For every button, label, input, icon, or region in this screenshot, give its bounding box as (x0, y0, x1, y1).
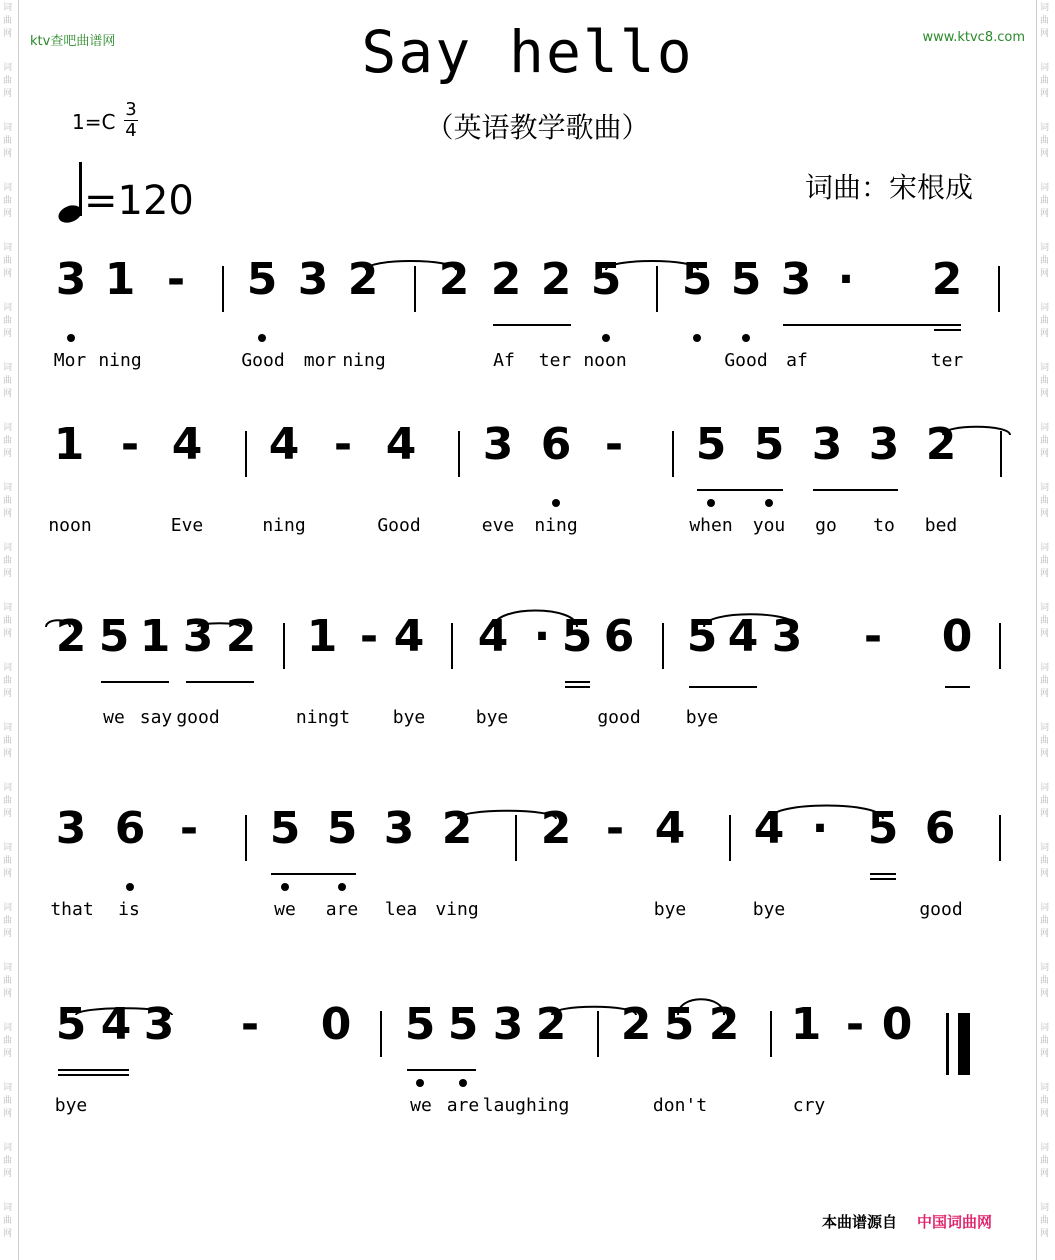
watermark-char: 曲 (1040, 1096, 1050, 1106)
jianpu-note: 5 (326, 803, 358, 854)
watermark-char: 网 (1040, 449, 1050, 459)
watermark-char: 词 (1040, 183, 1050, 193)
watermark-char: 曲 (3, 496, 13, 506)
watermark-char: 网 (1040, 1109, 1050, 1119)
watermark-char: 词 (3, 183, 13, 193)
jianpu-note: 0 (941, 611, 973, 662)
jianpu-note: 3 (482, 419, 514, 470)
jianpu-note: - (120, 419, 140, 470)
watermark-char: 网 (3, 809, 13, 819)
jianpu-note: 5 (590, 254, 622, 305)
watermark-char: 曲 (1040, 316, 1050, 326)
watermark-char: 词 (1040, 243, 1050, 253)
jianpu-note: - (605, 803, 625, 854)
jianpu-note: 2 (490, 254, 522, 305)
watermark-char: 网 (1040, 209, 1050, 219)
jianpu-note: 4 (100, 999, 132, 1050)
watermark-char: 曲 (3, 976, 13, 986)
jianpu-note: 5 (695, 419, 727, 470)
watermark-char: 词 (3, 303, 13, 313)
jianpu-note: 2 (535, 999, 567, 1050)
lyric-syllable: ning (262, 515, 306, 536)
watermark-char: 曲 (3, 676, 13, 686)
jianpu-note: - (604, 419, 624, 470)
watermark-char: 曲 (3, 1036, 13, 1046)
jianpu-note: 3 (297, 254, 329, 305)
watermark-char: 词 (3, 483, 13, 493)
lyric-syllable: good (176, 707, 220, 728)
lyric-syllable: ning (98, 350, 142, 371)
watermark-char: 曲 (1040, 1156, 1050, 1166)
time-numerator: 3 (125, 99, 137, 120)
jianpu-note: - (166, 254, 186, 305)
source-site-link[interactable]: 中国词曲网 (917, 1213, 993, 1231)
watermark-char: 网 (1040, 989, 1050, 999)
watermark-char: 曲 (3, 316, 13, 326)
watermark-char: 网 (1040, 1229, 1050, 1239)
tie-slur (76, 1008, 172, 1015)
watermark-char: 词 (3, 243, 13, 253)
watermark-char: 曲 (1040, 916, 1050, 926)
lyric-syllable: lea (384, 899, 418, 920)
watermark-char: 曲 (1040, 1036, 1050, 1046)
jianpu-note: 4 (477, 611, 509, 662)
watermark-char: 词 (3, 963, 13, 973)
jianpu-note: - (179, 803, 199, 854)
watermark-char: 词 (1040, 843, 1050, 853)
jianpu-note: 4 (268, 419, 300, 470)
jianpu-note: 6 (924, 803, 956, 854)
jianpu-note: 3 (811, 419, 843, 470)
jianpu-note: 5 (404, 999, 436, 1050)
lyric-syllable: say (139, 707, 173, 728)
watermark-char: 网 (3, 149, 13, 159)
watermark-char: 曲 (1040, 976, 1050, 986)
jianpu-note: 2 (347, 254, 379, 305)
watermark-char: 网 (1040, 269, 1050, 279)
watermark-char: 曲 (3, 376, 13, 386)
watermark-char: 词 (1040, 123, 1050, 133)
watermark-char: 曲 (3, 796, 13, 806)
lyric-syllable: Good (724, 350, 768, 371)
lyric-syllable: ningt (295, 707, 351, 728)
watermark-char: 词 (3, 123, 13, 133)
lyric-syllable: ter (538, 350, 572, 371)
lyric-syllable: don't (652, 1095, 708, 1116)
watermark-char: 词 (1040, 303, 1050, 313)
jianpu-note: 5 (686, 611, 718, 662)
watermark-char: 词 (1040, 363, 1050, 373)
watermark-char: 词 (3, 1023, 13, 1033)
watermark-char: 曲 (1040, 436, 1050, 446)
jianpu-note: - (863, 611, 883, 662)
watermark-char: 网 (3, 209, 13, 219)
watermark-char: 词 (1040, 903, 1050, 913)
watermark-char: 词 (1040, 1083, 1050, 1093)
jianpu-note: 2 (931, 254, 963, 305)
watermark-char: 网 (3, 629, 13, 639)
watermark-char: 词 (1040, 63, 1050, 73)
lyric-syllable: are (325, 899, 359, 920)
watermark-char: 网 (1040, 149, 1050, 159)
watermark-char: 词 (3, 1083, 13, 1093)
watermark-char: 网 (1040, 1169, 1050, 1179)
watermark-char: 网 (1040, 389, 1050, 399)
watermark-char: 曲 (3, 136, 13, 146)
jianpu-note: 0 (881, 999, 913, 1050)
watermark-char: 曲 (3, 616, 13, 626)
watermark-char: 网 (3, 1049, 13, 1059)
jianpu-note: · (533, 611, 551, 662)
watermark-char: 词 (3, 423, 13, 433)
jianpu-note: 3 (55, 803, 87, 854)
jianpu-note: 2 (225, 611, 257, 662)
jianpu-note: 2 (620, 999, 652, 1050)
watermark-char: 词 (1040, 603, 1050, 613)
watermark-char: 网 (3, 749, 13, 759)
watermark-char: 词 (3, 1203, 13, 1213)
jianpu-note: 3 (182, 611, 214, 662)
watermark-char: 词 (1040, 1143, 1050, 1153)
watermark-char: 曲 (1040, 736, 1050, 746)
watermark-char: 网 (1040, 689, 1050, 699)
watermark-char: 网 (3, 1169, 13, 1179)
lyric-syllable: ving (435, 899, 479, 920)
watermark-char: 网 (1040, 509, 1050, 519)
watermark-char: 词 (1040, 663, 1050, 673)
watermark-char: 网 (3, 389, 13, 399)
jianpu-note: 5 (730, 254, 762, 305)
lyric-syllable: Mor (53, 350, 87, 371)
jianpu-note: 0 (320, 999, 352, 1050)
jianpu-note: 3 (868, 419, 900, 470)
jianpu-note: 4 (727, 611, 759, 662)
lyric-syllable: bye (685, 707, 719, 728)
jianpu-note: - (333, 419, 353, 470)
jianpu-note: 5 (663, 999, 695, 1050)
watermark-char: 曲 (1040, 496, 1050, 506)
watermark-char: 网 (3, 269, 13, 279)
jianpu-note: 5 (753, 419, 785, 470)
watermark-char: 词 (1040, 543, 1050, 553)
watermark-char: 词 (1040, 963, 1050, 973)
jianpu-note: 3 (780, 254, 812, 305)
jianpu-note: 5 (561, 611, 593, 662)
lyric-syllable: ter (930, 350, 964, 371)
watermark-char: 词 (3, 3, 13, 13)
watermark-char: 曲 (1040, 76, 1050, 86)
key-signature: 1=C (72, 110, 116, 134)
lyric-syllable: bed (924, 515, 958, 536)
watermark-char: 网 (1040, 929, 1050, 939)
jianpu-note: 3 (383, 803, 415, 854)
lyric-syllable: laughing (482, 1095, 570, 1116)
watermark-char: 网 (3, 929, 13, 939)
jianpu-note: 5 (447, 999, 479, 1050)
watermark-char: 词 (3, 723, 13, 733)
jianpu-note: 5 (867, 803, 899, 854)
lyric-syllable: we (410, 1095, 432, 1116)
lyric-syllable: Af (493, 350, 515, 371)
watermark-char: 网 (3, 449, 13, 459)
watermark-char: 曲 (1040, 376, 1050, 386)
jianpu-note: 4 (654, 803, 686, 854)
lyric-syllable: good (919, 899, 963, 920)
watermark-char: 词 (3, 843, 13, 853)
watermark-char: 网 (1040, 749, 1050, 759)
lyric-syllable: bye (752, 899, 786, 920)
watermark-char: 词 (1040, 1023, 1050, 1033)
jianpu-note: 6 (603, 611, 635, 662)
site-name-left: ktv查吧曲谱网 (30, 34, 116, 49)
jianpu-note: 6 (114, 803, 146, 854)
watermark-char: 曲 (3, 1216, 13, 1226)
lyric-syllable: noon (48, 515, 92, 536)
watermark-char: 曲 (3, 856, 13, 866)
lyric-syllable: ning (534, 515, 578, 536)
jianpu-note: 2 (55, 611, 87, 662)
watermark-char: 曲 (1040, 196, 1050, 206)
lyric-syllable: eve (481, 515, 515, 536)
watermark-char: 网 (3, 1229, 13, 1239)
watermark-char: 网 (1040, 569, 1050, 579)
watermark-char: 词 (3, 603, 13, 613)
jianpu-note: 1 (53, 419, 85, 470)
jianpu-note: 3 (143, 999, 175, 1050)
song-title: Say hello (361, 18, 694, 86)
lyric-syllable: go (815, 515, 837, 536)
tempo-value: =120 (84, 178, 194, 224)
watermark-char: 词 (3, 63, 13, 73)
watermark-char: 网 (3, 569, 13, 579)
final-barline-thick (958, 1013, 970, 1075)
jianpu-note: 5 (55, 999, 87, 1050)
jianpu-note: · (837, 254, 855, 305)
watermark-char: 词 (1040, 423, 1050, 433)
watermark-char: 曲 (1040, 136, 1050, 146)
watermark-char: 曲 (3, 76, 13, 86)
lyric-syllable: noon (583, 350, 627, 371)
jianpu-note: - (845, 999, 865, 1050)
jianpu-note: 3 (55, 254, 87, 305)
lyric-syllable: bye (392, 707, 426, 728)
jianpu-note: 6 (540, 419, 572, 470)
lyric-syllable: af (786, 350, 808, 371)
lyric-syllable: bye (54, 1095, 88, 1116)
watermark-char: 曲 (3, 916, 13, 926)
jianpu-note: 4 (753, 803, 785, 854)
watermark-char: 曲 (3, 196, 13, 206)
jianpu-note: · (811, 803, 829, 854)
watermark-char: 词 (1040, 483, 1050, 493)
final-barline-thin (946, 1013, 949, 1075)
watermark-char: 曲 (1040, 616, 1050, 626)
jianpu-note: 5 (269, 803, 301, 854)
watermark-char: 曲 (1040, 856, 1050, 866)
watermark-char: 曲 (3, 1096, 13, 1106)
watermark-char: 曲 (1040, 556, 1050, 566)
jianpu-note: 2 (441, 803, 473, 854)
lyric-syllable: when (689, 515, 733, 536)
jianpu-note: 3 (492, 999, 524, 1050)
watermark-char: 网 (1040, 809, 1050, 819)
lyric-syllable: is (118, 899, 140, 920)
source-label: 本曲谱源自 (822, 1213, 898, 1231)
watermark-char: 词 (1040, 3, 1050, 13)
jianpu-note: 1 (104, 254, 136, 305)
tie-slur (552, 1007, 636, 1015)
watermark-char: 词 (1040, 1203, 1050, 1213)
jianpu-note: 2 (925, 419, 957, 470)
watermark-char: 网 (1040, 1049, 1050, 1059)
lyric-syllable: cry (792, 1095, 826, 1116)
time-denominator: 4 (125, 120, 137, 141)
watermark-char: 网 (1040, 629, 1050, 639)
lyric-syllable: ning (342, 350, 386, 371)
watermark-char: 曲 (3, 736, 13, 746)
jianpu-note: 2 (708, 999, 740, 1050)
watermark-char: 网 (1040, 329, 1050, 339)
jianpu-note: 2 (438, 254, 470, 305)
lyric-syllable: Good (377, 515, 421, 536)
lyric-syllable: you (752, 515, 786, 536)
jianpu-note: 2 (540, 803, 572, 854)
watermark-char: 曲 (3, 256, 13, 266)
jianpu-note: - (359, 611, 379, 662)
watermark-char: 网 (3, 329, 13, 339)
watermark-char: 曲 (1040, 256, 1050, 266)
watermark-char: 词 (3, 663, 13, 673)
lyric-syllable: we (103, 707, 125, 728)
lyric-syllable: Good (241, 350, 285, 371)
watermark-char: 网 (3, 29, 13, 39)
jianpu-note: 5 (681, 254, 713, 305)
lyric-syllable: we (274, 899, 296, 920)
jianpu-note: 2 (540, 254, 572, 305)
jianpu-note: 3 (771, 611, 803, 662)
watermark-char: 网 (3, 869, 13, 879)
watermark-char: 网 (3, 509, 13, 519)
site-url-right: www.ktvc8.com (922, 30, 1025, 45)
jianpu-note: - (240, 999, 260, 1050)
watermark-char: 词 (3, 1143, 13, 1153)
watermark-char: 曲 (3, 1156, 13, 1166)
jianpu-note: 4 (171, 419, 203, 470)
watermark-char: 词 (3, 543, 13, 553)
lyricist-composer: 词曲：宋根成 (805, 171, 974, 204)
source-footer (822, 1211, 992, 1232)
watermark-char: 曲 (3, 16, 13, 26)
jianpu-note: 5 (98, 611, 130, 662)
watermark-char: 网 (3, 1109, 13, 1119)
watermark-char: 曲 (3, 436, 13, 446)
tie-slur (678, 999, 724, 1015)
watermark-char: 网 (3, 989, 13, 999)
watermark-char: 曲 (1040, 796, 1050, 806)
watermark-char: 网 (1040, 29, 1050, 39)
watermark-char: 词 (3, 903, 13, 913)
watermark-char: 网 (3, 89, 13, 99)
watermark-char: 曲 (1040, 1216, 1050, 1226)
lyric-syllable: Eve (170, 515, 204, 536)
watermark-char: 词 (1040, 723, 1050, 733)
lyric-syllable: bye (653, 899, 687, 920)
watermark-char: 词 (1040, 783, 1050, 793)
watermark-char: 网 (1040, 869, 1050, 879)
jianpu-note: 1 (139, 611, 171, 662)
lyric-syllable: mor (303, 350, 337, 371)
lyric-syllable: to (873, 515, 895, 536)
song-subtitle: （英语教学歌曲） (425, 111, 650, 144)
lyric-syllable: bye (475, 707, 509, 728)
jianpu-note: 5 (246, 254, 278, 305)
lyric-syllable: that (50, 899, 94, 920)
watermark-char: 曲 (1040, 16, 1050, 26)
jianpu-note: 4 (393, 611, 425, 662)
lyric-syllable: are (446, 1095, 480, 1116)
watermark-char: 网 (3, 689, 13, 699)
jianpu-note: 1 (306, 611, 338, 662)
watermark-char: 网 (1040, 89, 1050, 99)
jianpu-note: 4 (385, 419, 417, 470)
jianpu-note: 1 (790, 999, 822, 1050)
watermark-char: 曲 (1040, 676, 1050, 686)
watermark-char: 词 (3, 363, 13, 373)
lyric-syllable: good (597, 707, 641, 728)
watermark-char: 曲 (3, 556, 13, 566)
watermark-char: 词 (3, 783, 13, 793)
